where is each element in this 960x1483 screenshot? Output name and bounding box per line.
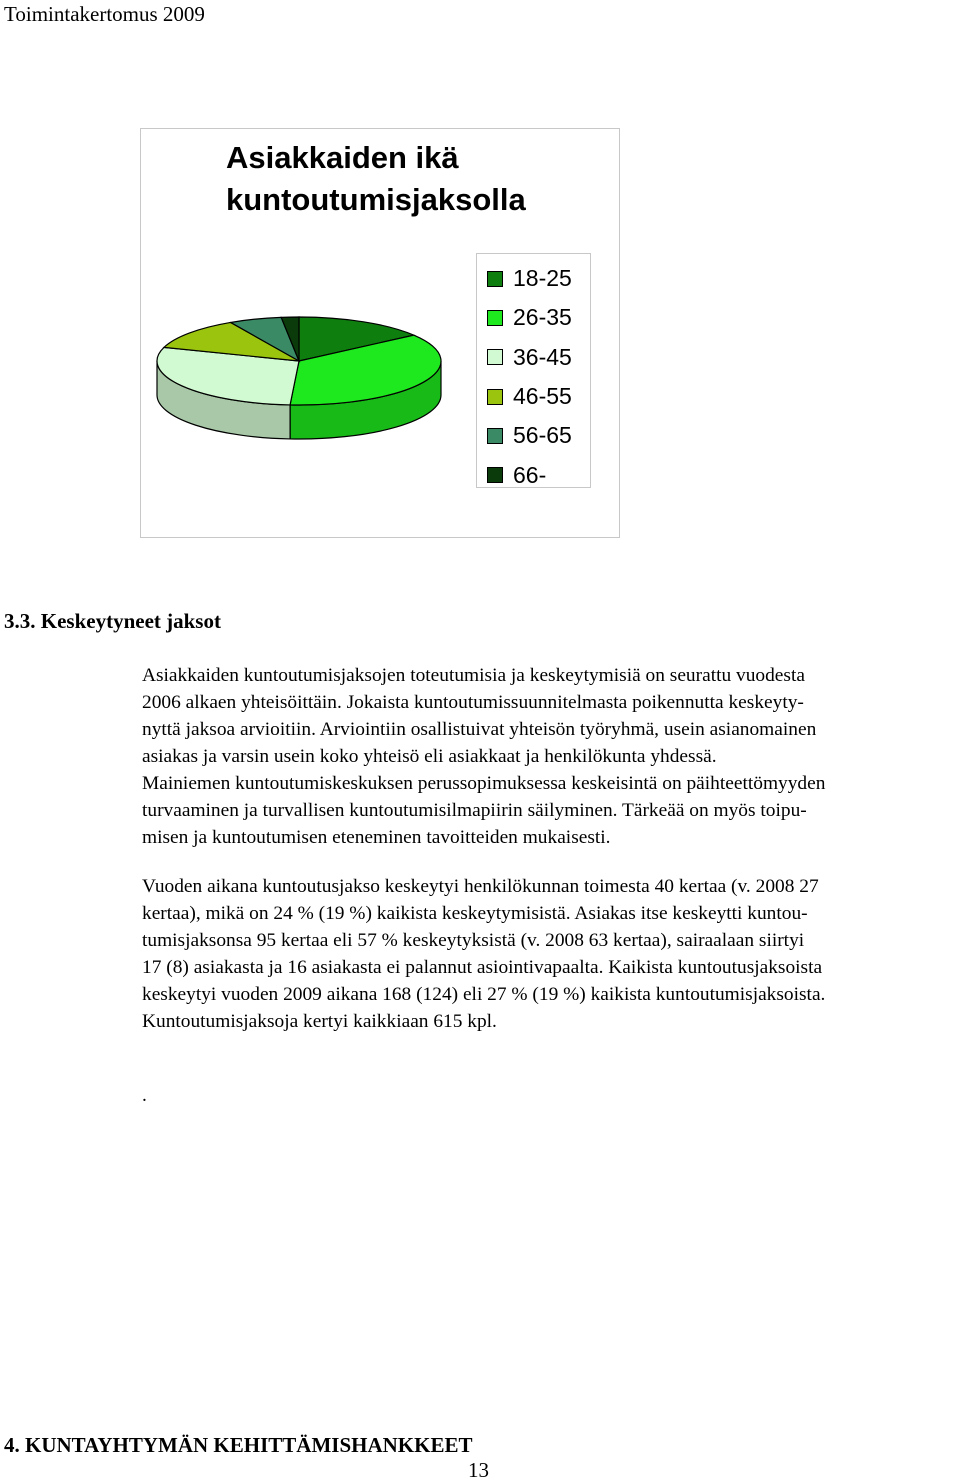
text-line: tumisjaksonsa 95 kertaa eli 57 % keskeytyksistä (v. 2008 63 kertaa), sairaalaan siirtyi — [142, 930, 805, 951]
legend-item-56-65 — [477, 416, 590, 455]
legend-item-66- — [477, 455, 590, 494]
pie-chart — [140, 128, 620, 538]
text-line: Mainiemen kuntoutumiskeskuksen perussopimuksessa keskeisintä on päihteettömyyden — [142, 773, 826, 794]
legend-swatch — [487, 467, 503, 483]
legend-label: 66- — [513, 461, 547, 488]
legend-swatch — [487, 310, 503, 326]
legend-label: 46-55 — [513, 383, 572, 410]
text-line: Asiakkaiden kuntoutumisjaksojen toteutumisia ja keskeytymisiä on seurattu vuodesta — [142, 665, 805, 686]
text-line: kertaa), mikä on 24 % (19 %) kaikista keskeytymisistä. Asiakas itse keskeytti kuntou- — [142, 903, 808, 924]
chapter-heading: 4. KUNTAYHTYMÄN KEHITTÄMISHANKKEET — [4, 1433, 473, 1457]
paragraph-interruption-statistics — [142, 873, 960, 1035]
legend-swatch — [487, 349, 503, 365]
legend-label: 36-45 — [513, 343, 572, 370]
chart-title-line: Asiakkaiden ikä — [226, 140, 459, 175]
text-line: turvaaminen ja turvallisen kuntoutumisilmapiirin säilyminen. Tärkeää on myös toipu- — [142, 800, 807, 821]
stray-period: . — [142, 1085, 147, 1106]
legend-swatch — [487, 428, 503, 444]
chart-title-line: kuntoutumisjaksolla — [226, 182, 526, 217]
text-line: misen ja kuntoutumisen eteneminen tavoitteiden mukaisesti. — [142, 827, 611, 848]
legend-item-18-25 — [477, 259, 590, 298]
legend-label: 18-25 — [513, 265, 572, 292]
paragraph-interruptions-monitoring — [142, 662, 960, 851]
page-number: 13 — [468, 1458, 489, 1482]
text-line: asiakas ja varsin usein koko yhteisö eli asiakkaat ja henkilökunta yhdessä. — [142, 746, 717, 767]
chart-legend — [476, 253, 591, 488]
text-line: nyttä jaksoa arvioitiin. Arviointiin osallistuivat yhteisön työryhmä, usein asianomainen — [142, 719, 817, 740]
section-heading: 3.3. Keskeytyneet jaksot — [4, 609, 221, 633]
text-line: Vuoden aikana kuntoutusjakso keskeytyi henkilökunnan toimesta 40 kertaa (v. 2008 27 — [142, 876, 819, 897]
running-header: Toimintakertomus 2009 — [4, 2, 205, 26]
text-line: 17 (8) asiakasta ja 16 asiakasta ei palannut asiointivapaalta. Kaikista kuntoutusjaksoista — [142, 957, 823, 978]
text-line: Kuntoutumisjaksoja kertyi kaikkiaan 615 kpl. — [142, 1011, 497, 1032]
legend-swatch — [487, 271, 503, 287]
legend-swatch — [487, 389, 503, 405]
text-line: keskeytyi vuoden 2009 aikana 168 (124) eli 27 % (19 %) kaikista kuntoutumisjaksoista. — [142, 984, 826, 1005]
legend-item-46-55 — [477, 377, 590, 416]
legend-label: 56-65 — [513, 422, 572, 449]
text-line: 2006 alkaen yhteisöittäin. Jokaista kuntoutumissuunnitelmasta poikennutta keskeyty- — [142, 692, 804, 713]
legend-item-26-35 — [477, 298, 590, 337]
legend-item-36-45 — [477, 338, 590, 377]
legend-label: 26-35 — [513, 304, 572, 331]
